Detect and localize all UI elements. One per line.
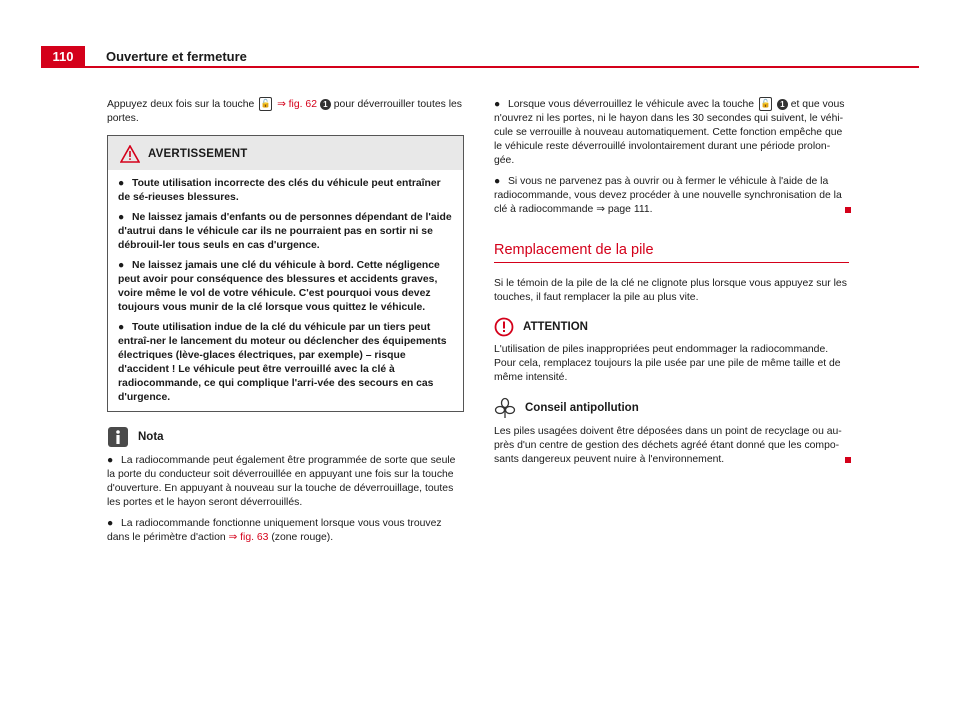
note-header — [107, 426, 464, 448]
warning-item: ● Ne laissez jamais une clé du véhicule à bord. Cette négligence peut avoir pour conséquence des blessures et accidents graves, voire même le vol de votre véhicule. C'est pourquoi vous devez toujours vous munir de la clé lorsque vous quittez le véhicule. — [118, 259, 440, 313]
eco-header — [494, 397, 849, 419]
section-end-marker — [845, 207, 851, 213]
eco-text: Les piles usagées doivent être déposées dans un point de recyclage ou au-près d'un centre de gestion des déchets agréé étant donné que les compo-sants dangereux peuvent nuire à l'environnement. — [494, 425, 849, 467]
attention-title: ATTENTION — [523, 320, 588, 333]
note-continued-item: ● Si vous ne parvenez pas à ouvrir ou à fermer le véhicule à l'aide de la radiocommande, vous devez procéder à une nouvelle synchronisation de la clé à radiocommande ⇒ page 111. — [494, 175, 849, 217]
warning-triangle-icon — [120, 145, 140, 163]
callout-number: 1 — [777, 99, 788, 110]
warning-item: ● Ne laissez jamais d'enfants ou de personnes dépendant de l'aide d'autrui dans le véhicule car ils ne pourraient pas en sortir ni se débrouil-ler tous seuls en cas d'urgence. — [118, 211, 452, 251]
note-continued-item: ● Lorsque vous déverrouillez le véhicule avec la touche 🔓 1 et que vous n'ouvrez ni les portes, ni le hayon dans les 30 secondes qui suivent, le véhi-cule se verrouille à nouveau automatiquement. Cette fonction empêche que le véhicule reste déverrouillé involontairement durant une période prolon-gée. — [494, 98, 845, 166]
warning-body — [108, 170, 463, 411]
note-item: ● La radiocommande fonctionne uniquement lorsque vous vous trouvez dans le périmètre d'action ⇒ fig. 63 (zone rouge). — [107, 517, 442, 543]
unlock-key-icon: 🔓 — [259, 97, 272, 111]
eco-leaf-icon — [494, 397, 516, 419]
warning-box — [107, 135, 464, 412]
page-number: 110 — [41, 46, 85, 68]
section-intro: Si le témoin de la pile de la clé ne clignote plus lorsque vous appuyez sur les touches, il faut remplacer la pile au plus vite. — [494, 277, 847, 303]
right-column — [494, 97, 849, 474]
eco-title: Conseil antipollution — [525, 401, 639, 414]
header-rule — [85, 66, 919, 68]
info-icon — [107, 426, 129, 448]
warning-title: AVERTISSEMENT — [148, 147, 248, 160]
callout-number: 1 — [320, 99, 331, 110]
section-heading: Remplacement de la pile — [494, 243, 849, 263]
attention-text: L'utilisation de piles inappropriées peut endommager la radiocommande. Pour cela, remplacez toujours la pile usée par une pile de même taille et de même intensité. — [494, 343, 841, 383]
unlock-key-icon: 🔓 — [759, 97, 772, 111]
figure-link[interactable]: ⇒ fig. 63 — [228, 531, 269, 543]
warning-item: ● Toute utilisation incorrecte des clés du véhicule peut entraîner de sé-rieuses blessures. — [118, 177, 441, 203]
section-end-marker — [845, 457, 851, 463]
warning-header — [108, 136, 463, 170]
page-title: Ouverture et fermeture — [106, 49, 247, 64]
figure-link[interactable]: ⇒ fig. 62 — [277, 98, 317, 110]
note-title: Nota — [138, 430, 164, 443]
attention-header — [494, 317, 849, 337]
note-item: ● La radiocommande peut également être programmée de sorte que seule la porte du conducteur soit déverrouillée en appuyant une fois sur la touche d'ouverture. En appuyant à nouveau sur la touche de déverrouillage, toutes les portes et le hayon seront déverrouillés. — [107, 454, 456, 508]
warning-item: ● Toute utilisation indue de la clé du véhicule par un tiers peut entraî-ner le lancement du moteur ou déclencher des équipements électriques (lève-glaces électriques, par exemple) – risque d'accident ! Le véhicule peut être verrouillé avec la clé à radiocommande, ce qui complique l'arri-vée des secours en cas d'urgence. — [118, 321, 447, 403]
left-column — [107, 97, 464, 552]
exclamation-circle-icon — [494, 317, 514, 337]
intro-paragraph: Appuyez deux fois sur la touche 🔓 ⇒ fig. 62 1 pour déverrouiller toutes les portes. — [107, 98, 462, 124]
